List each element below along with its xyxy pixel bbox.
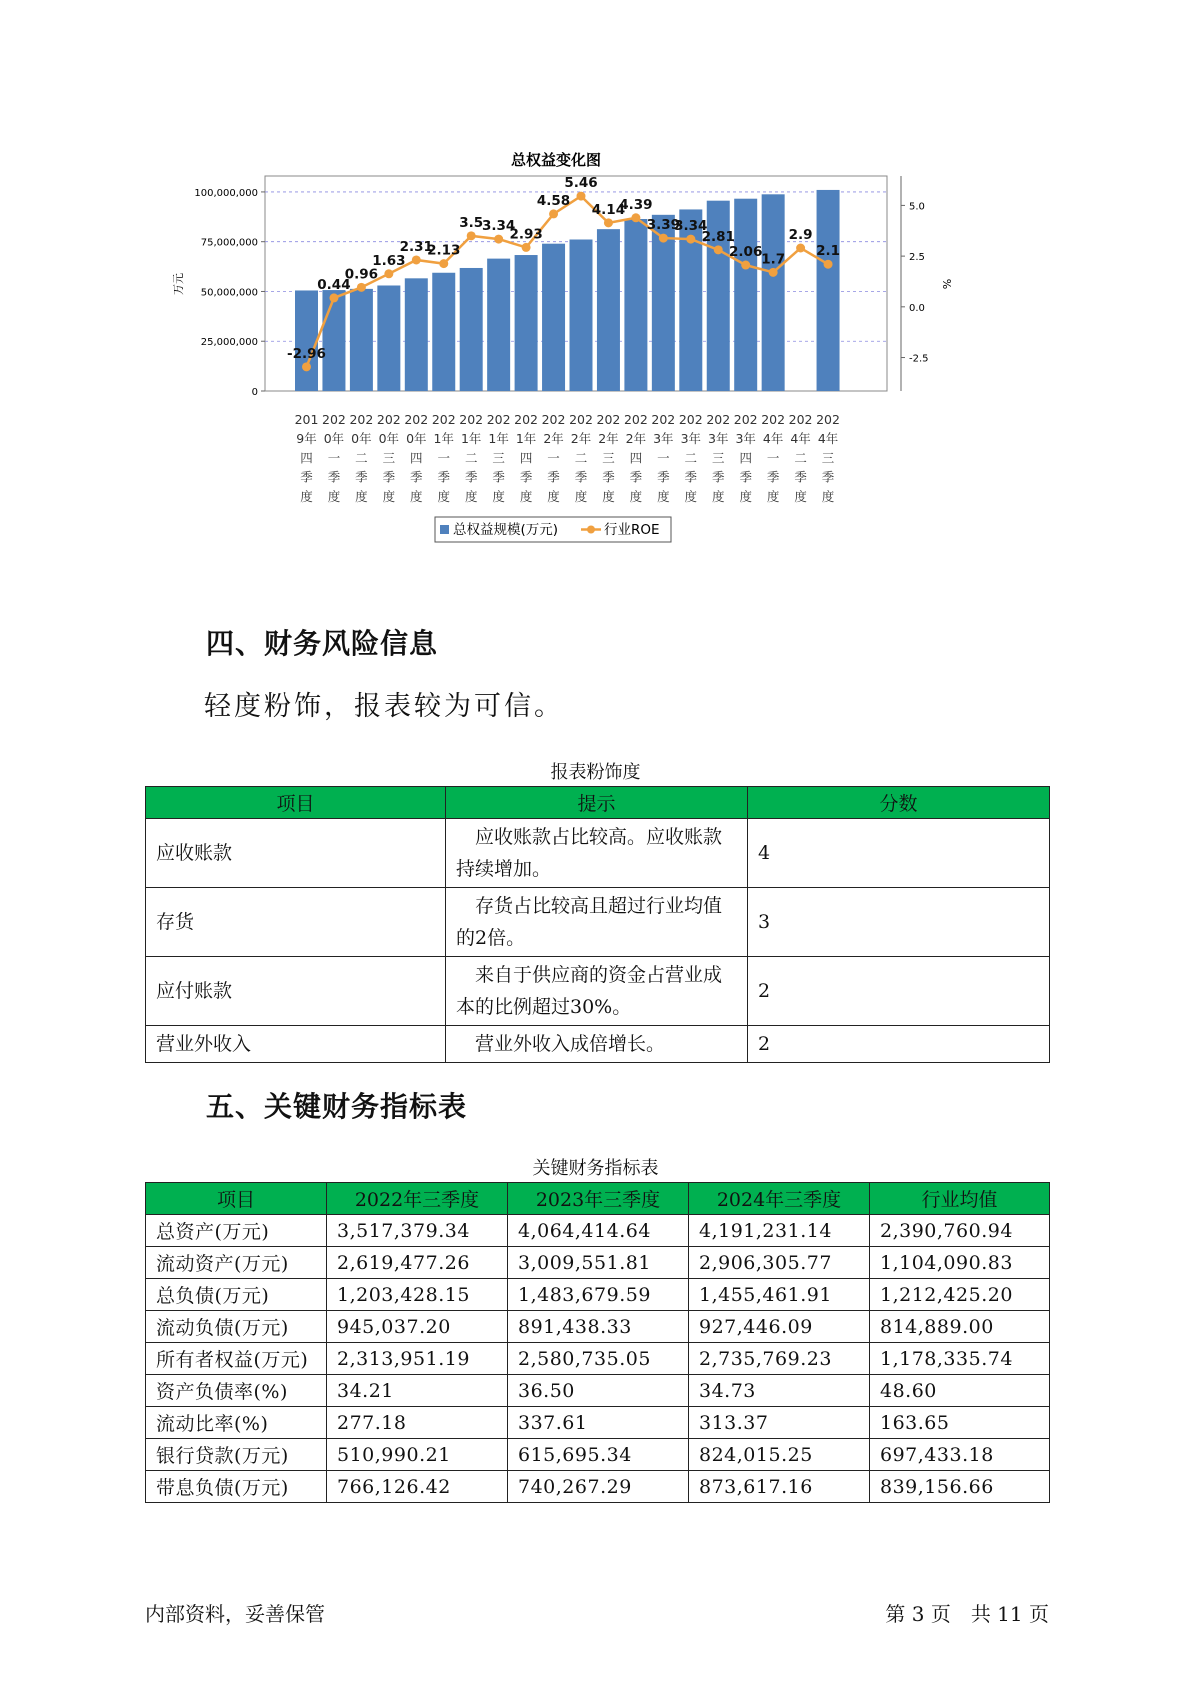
table-row xyxy=(146,1407,1050,1439)
fin-header-cell: 行业均值 xyxy=(870,1183,1050,1215)
table-cell: 824,015.25 xyxy=(689,1439,870,1471)
footer-left: 内部资料，妥善保管 xyxy=(145,1602,325,1626)
table-cell: 营业外收入成倍增长。 xyxy=(446,1026,748,1063)
table-cell: 36.50 xyxy=(508,1375,689,1407)
section5-heading: 五、关键财务指标表 xyxy=(206,1090,468,1123)
roe-data-label: 4.58 xyxy=(536,192,571,209)
bar xyxy=(597,229,620,391)
roe-point xyxy=(549,209,558,218)
y-right-tick-label: 2.5 xyxy=(909,252,925,264)
table-cell: 银行贷款(万元) xyxy=(146,1439,327,1471)
risk-table-header xyxy=(146,787,1050,819)
roe-data-label: 3.34 xyxy=(481,218,516,235)
roe-point xyxy=(741,261,750,270)
table-cell: 873,617.16 xyxy=(689,1471,870,1503)
table-cell: 3,009,551.81 xyxy=(508,1247,689,1279)
table-cell: 891,438.33 xyxy=(508,1311,689,1343)
legend-bar-label: 总权益规模(万元) xyxy=(453,522,559,538)
roe-point xyxy=(467,231,476,240)
legend-line-marker xyxy=(587,526,595,534)
x-tick-label: 202 2年一季度 xyxy=(541,412,566,504)
table-cell: 510,990.21 xyxy=(327,1439,508,1471)
table-cell: 总负债(万元) xyxy=(146,1279,327,1311)
legend-bar-swatch xyxy=(440,525,449,534)
y-right-tick-label: -2.5 xyxy=(909,353,929,365)
x-tick-label: 202 0年一季度 xyxy=(322,412,346,504)
x-tick-label: 202 2年二季度 xyxy=(569,412,593,504)
bar xyxy=(624,219,647,391)
bar xyxy=(762,194,785,391)
roe-point xyxy=(631,213,640,222)
equity-chart xyxy=(170,140,990,600)
roe-point xyxy=(384,269,393,278)
table-row xyxy=(146,1026,1050,1063)
table-row xyxy=(146,1247,1050,1279)
y-left-axis-label: 万元 xyxy=(172,273,185,295)
table-cell: 营业外收入 xyxy=(146,1026,446,1063)
table-cell: 615,695.34 xyxy=(508,1439,689,1471)
bar xyxy=(542,244,565,391)
roe-point xyxy=(796,244,805,253)
roe-data-label: 2.81 xyxy=(701,228,735,245)
x-tick-label: 202 2年三季度 xyxy=(596,412,621,504)
roe-data-label: 2.31 xyxy=(399,238,433,255)
table-cell: 163.65 xyxy=(870,1407,1050,1439)
table-cell: 存货 xyxy=(146,888,446,957)
bar xyxy=(377,285,400,391)
legend-line-label: 行业ROE xyxy=(604,522,660,538)
roe-data-label: 2.9 xyxy=(788,227,813,244)
table-cell: 存货占比较高且超过行业均值的2倍。 xyxy=(446,888,748,957)
table-row xyxy=(146,1215,1050,1247)
risk-header-cell: 提示 xyxy=(446,787,748,819)
table-cell: 313.37 xyxy=(689,1407,870,1439)
roe-data-label: -2.96 xyxy=(287,345,326,362)
table-cell: 2,580,735.05 xyxy=(508,1343,689,1375)
table-row xyxy=(146,1375,1050,1407)
table-row xyxy=(146,957,1050,1026)
table-cell: 来自于供应商的资金占营业成本的比例超过30%。 xyxy=(446,957,748,1026)
y-left-tick-label: 100,000,000 xyxy=(194,187,258,199)
x-tick-label: 202 0年四季度 xyxy=(404,412,429,504)
table-cell: 697,433.18 xyxy=(870,1439,1050,1471)
table-cell: 1,455,461.91 xyxy=(689,1279,870,1311)
x-tick-label: 202 0年三季度 xyxy=(376,412,401,504)
table-cell: 1,483,679.59 xyxy=(508,1279,689,1311)
table-row xyxy=(146,1439,1050,1471)
table-cell: 48.60 xyxy=(870,1375,1050,1407)
table-row xyxy=(146,1279,1050,1311)
table-cell: 3 xyxy=(748,888,1050,957)
y-left-tick-label: 0 xyxy=(251,387,258,398)
risk-table-caption: 报表粉饰度 xyxy=(550,762,641,783)
x-tick-label: 202 3年四季度 xyxy=(733,412,758,504)
table-cell: 资产负债率(%) xyxy=(146,1375,327,1407)
x-tick-label: 202 4年二季度 xyxy=(788,412,813,504)
table-cell: 2,735,769.23 xyxy=(689,1343,870,1375)
roe-data-label: 5.46 xyxy=(564,175,598,192)
x-tick-label: 202 1年二季度 xyxy=(459,412,484,504)
y-right-tick-label: 0.0 xyxy=(909,302,925,314)
table-cell: 337.61 xyxy=(508,1407,689,1439)
risk-summary-text: 轻度粉饰，报表较为可信。 xyxy=(204,691,564,722)
table-cell: 4,064,414.64 xyxy=(508,1215,689,1247)
bar xyxy=(570,240,593,391)
x-tick-label: 202 1年一季度 xyxy=(431,412,456,504)
table-cell: 应收账款占比较高。应收账款持续增加。 xyxy=(446,819,748,888)
roe-point xyxy=(302,362,311,371)
table-cell: 带息负债(万元) xyxy=(146,1471,327,1503)
table-cell: 814,889.00 xyxy=(870,1311,1050,1343)
y-right-tick-label: 5.0 xyxy=(909,201,925,213)
roe-point xyxy=(604,218,613,227)
x-tick-label: 202 1年四季度 xyxy=(514,412,539,504)
x-tick-label: 202 1年三季度 xyxy=(486,412,511,504)
table-cell: 1,178,335.74 xyxy=(870,1343,1050,1375)
x-tick-label: 202 3年二季度 xyxy=(678,412,703,504)
x-tick-label: 202 3年一季度 xyxy=(651,412,676,504)
table-cell: 766,126.42 xyxy=(327,1471,508,1503)
section4-heading: 四、财务风险信息 xyxy=(206,627,439,660)
risk-table xyxy=(145,786,1050,1063)
roe-data-label: 4.39 xyxy=(619,196,653,213)
roe-point xyxy=(357,283,366,292)
fin-header-cell: 2024年三季度 xyxy=(689,1183,870,1215)
roe-data-label: 3.39 xyxy=(646,217,681,234)
table-row xyxy=(146,1471,1050,1503)
risk-header-cell: 项目 xyxy=(146,787,446,819)
bar xyxy=(295,290,318,391)
roe-point xyxy=(412,255,421,264)
roe-point xyxy=(769,268,778,277)
roe-data-label: 2.1 xyxy=(816,243,841,260)
roe-data-label: 4.14 xyxy=(591,201,626,218)
table-cell: 839,156.66 xyxy=(870,1471,1050,1503)
table-cell: 1,212,425.20 xyxy=(870,1279,1050,1311)
table-cell: 流动负债(万元) xyxy=(146,1311,327,1343)
roe-data-label: 0.96 xyxy=(344,266,379,283)
table-row xyxy=(146,1311,1050,1343)
roe-data-label: 0.44 xyxy=(317,276,351,293)
roe-data-label: 1.7 xyxy=(761,251,786,268)
x-tick-label: 202 3年三季度 xyxy=(706,412,731,504)
table-row xyxy=(146,819,1050,888)
y-left-tick-label: 25,000,000 xyxy=(200,337,258,349)
x-tick-label: 201 9年四季度 xyxy=(294,412,319,504)
roe-data-label: 3.5 xyxy=(459,214,484,231)
fin-table xyxy=(145,1182,1050,1503)
roe-point xyxy=(522,243,531,252)
x-tick-label: 202 2年四季度 xyxy=(623,412,648,504)
table-cell: 2,313,951.19 xyxy=(327,1343,508,1375)
roe-point xyxy=(659,234,668,243)
bar xyxy=(460,268,483,391)
table-cell: 4,191,231.14 xyxy=(689,1215,870,1247)
table-cell: 2,906,305.77 xyxy=(689,1247,870,1279)
x-tick-label: 202 0年二季度 xyxy=(349,412,374,504)
bar xyxy=(487,259,510,391)
table-row xyxy=(146,888,1050,957)
table-cell: 740,267.29 xyxy=(508,1471,689,1503)
roe-point xyxy=(714,245,723,254)
table-cell: 945,037.20 xyxy=(327,1311,508,1343)
fin-table-caption: 关键财务指标表 xyxy=(532,1158,659,1179)
bar xyxy=(350,289,373,391)
chart-title: 总权益变化图 xyxy=(510,151,602,169)
roe-point xyxy=(577,192,586,201)
table-cell: 277.18 xyxy=(327,1407,508,1439)
table-cell: 34.21 xyxy=(327,1375,508,1407)
table-cell: 2,619,477.26 xyxy=(327,1247,508,1279)
table-row xyxy=(146,1343,1050,1375)
bar xyxy=(734,199,757,391)
roe-point xyxy=(824,260,833,269)
y-left-tick-label: 50,000,000 xyxy=(200,287,258,299)
y-left-tick-label: 75,000,000 xyxy=(200,237,258,249)
fin-header-cell: 2022年三季度 xyxy=(327,1183,508,1215)
table-cell: 流动比率(%) xyxy=(146,1407,327,1439)
fin-table-header xyxy=(146,1183,1050,1215)
table-cell: 所有者权益(万元) xyxy=(146,1343,327,1375)
table-cell: 2,390,760.94 xyxy=(870,1215,1050,1247)
table-cell: 1,203,428.15 xyxy=(327,1279,508,1311)
roe-data-label: 2.06 xyxy=(729,244,763,261)
table-cell: 4 xyxy=(748,819,1050,888)
roe-point xyxy=(686,235,695,244)
table-cell: 应付账款 xyxy=(146,957,446,1026)
roe-data-label: 3.34 xyxy=(674,218,708,235)
roe-point xyxy=(329,293,338,302)
x-tick-label: 202 4年三季度 xyxy=(816,412,840,504)
bar xyxy=(322,290,345,391)
roe-data-label: 2.13 xyxy=(427,242,461,259)
table-cell: 流动资产(万元) xyxy=(146,1247,327,1279)
bar xyxy=(432,273,455,391)
roe-data-label: 2.93 xyxy=(509,226,543,243)
roe-point xyxy=(439,259,448,268)
table-cell: 总资产(万元) xyxy=(146,1215,327,1247)
page-number: 第 3 页 共 11 页 xyxy=(885,1602,1049,1626)
bar xyxy=(817,190,840,391)
table-cell: 2 xyxy=(748,1026,1050,1063)
bar xyxy=(515,255,538,391)
x-tick-label: 202 4年一季度 xyxy=(761,412,786,504)
table-cell: 2 xyxy=(748,957,1050,1026)
table-cell: 34.73 xyxy=(689,1375,870,1407)
table-cell: 应收账款 xyxy=(146,819,446,888)
table-cell: 3,517,379.34 xyxy=(327,1215,508,1247)
fin-header-cell: 项目 xyxy=(146,1183,327,1215)
roe-point xyxy=(494,235,503,244)
table-cell: 927,446.09 xyxy=(689,1311,870,1343)
roe-data-label: 1.63 xyxy=(372,252,406,269)
y-right-axis-label: % xyxy=(940,278,953,290)
fin-header-cell: 2023年三季度 xyxy=(508,1183,689,1215)
bar xyxy=(405,278,428,391)
risk-header-cell: 分数 xyxy=(748,787,1050,819)
table-cell: 1,104,090.83 xyxy=(870,1247,1050,1279)
